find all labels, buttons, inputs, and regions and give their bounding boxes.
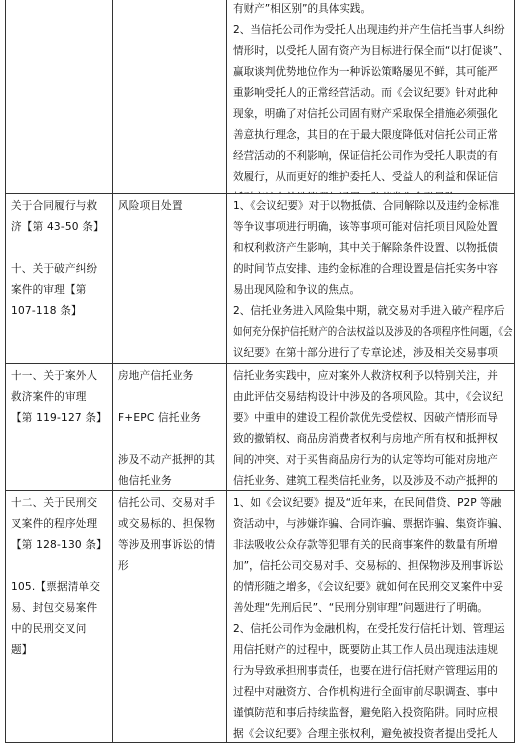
analysis-line: 信托业务实践中，应对案外人救济权利予以特别关注，并 <box>233 370 498 382</box>
analysis-line: 赢取谈判优势地位作为一种诉讼策略屡见不鲜，其可能严 <box>233 66 498 78</box>
business-line: 形 <box>118 560 129 572</box>
business-cell <box>112 364 226 490</box>
analysis-line: 过程中对融资方、合作机构进行全面审前尽职调查、事中 <box>233 686 498 698</box>
analysis-line: 重影响受托人的正常经营活动。而《会议纪要》针对此种 <box>233 87 498 99</box>
topic-line: 关于合同履行与救 <box>11 200 98 212</box>
business-line: 他信托业务 <box>118 475 172 487</box>
analysis-line: 信托业务、建筑工程类信托业务，以及涉及不动产抵押的 <box>233 475 498 487</box>
analysis-line: 的时间节点安排、违约金标准的合理设置是信托实务中容 <box>233 263 498 275</box>
analysis-cell <box>226 491 514 742</box>
topic-line: 【第 128-130 条】 <box>11 539 107 551</box>
analysis-line: 间的冲突、对于买售商品房行为的认定等均可能对房地产 <box>233 454 498 466</box>
table-row <box>6 193 514 363</box>
topic-line: 十、关于破产纠纷 <box>11 263 98 275</box>
topic-line: 十一、关于案外人 <box>11 370 98 382</box>
analysis-line: 非法吸收公众存款等犯罪有关的民商事案件的数量有所增 <box>233 539 498 551</box>
analysis-cell <box>226 194 514 363</box>
topic-line: 叉案件的程序处理 <box>11 518 98 530</box>
topic-line: 救济案件的审理 <box>11 391 87 403</box>
analysis-line: 善处理“先刑后民”、“民刑分别审理”问题进行了明确。 <box>233 602 489 614</box>
business-line: 信托公司、交易对手 <box>118 497 216 509</box>
table-row <box>6 0 514 193</box>
business-cell <box>112 0 226 193</box>
business-line: 等涉及刑事诉讼的情 <box>118 539 216 551</box>
topic-line: 案件的审理【第 <box>11 284 87 296</box>
business-cell <box>112 491 226 742</box>
analysis-line: 情形时，以受托人固有资产为目标进行保全而“以打促谈”、 <box>233 45 509 57</box>
analysis-cell <box>226 0 514 193</box>
business-line: F+EPC 信托业务 <box>118 412 202 424</box>
table-row <box>6 490 514 742</box>
business-cell <box>112 194 226 363</box>
analysis-line: 用信托财产的过程中，既要防止其工作人员出现违法违规 <box>233 644 498 656</box>
topic-line: 题】 <box>11 644 33 656</box>
analysis-line: 善意执行理念，其目的在于最大限度降低对信托公司正常 <box>233 129 498 141</box>
analysis-line: 2、信托公司作为金融机构，在受托发行信托计划、管理运 <box>233 623 505 635</box>
business-line: 风险项目处置 <box>118 200 183 212</box>
analysis-line: 经营活动的不利影响，保证信托公司作为受托人职责的有 <box>233 150 498 162</box>
analysis-line: 有财产”相区别”的具体实践。 <box>233 3 372 15</box>
analysis-line: 议纪要》在第十部分进行了专章论述，涉及相关交易事项 <box>233 347 498 359</box>
analysis-line: 行为导致承担刑事责任，也要在进行信托财产管理运用的 <box>233 665 498 677</box>
analysis-line: 资活动中，与涉嫌诈骗、合同诈骗、票据诈骗、集资诈骗、 <box>233 518 509 530</box>
analysis-line: 谨慎防范和事后持续监督，避免陷入投资陷阱。同时应根 <box>233 707 498 719</box>
analysis-line: 2、当信托公司作为受托人出现违约并产生信托当事人纠纷 <box>233 24 505 36</box>
topic-cell <box>6 491 112 742</box>
analysis-line: 如何充分保护信托财产的合法权益以及涉及的各项程序性问题，《会 <box>233 326 513 338</box>
topic-line: 105.【票据清单交 <box>11 581 101 593</box>
analysis-line: 和权利救济产生影响，其中关于解除条件设置、以物抵债 <box>233 242 498 254</box>
topic-line: 十二、关于民刑交 <box>11 497 98 509</box>
business-line: 房地产信托业务 <box>118 370 194 382</box>
analysis-line: 效履行，从而更好的维护委托人、受益人的利益和保证信 <box>233 171 498 183</box>
business-line: 或交易标的、担保物 <box>118 518 216 530</box>
topic-line: 中的民刑交叉问 <box>11 623 87 635</box>
analysis-line: 现象，明确了对信托公司固有财产采取保全措施必须强化 <box>233 108 498 120</box>
analysis-line: 易出现风险和争议的焦点。 <box>233 284 361 296</box>
analysis-line: 由此评估交易结构设计中涉及的各项风险。其中，《会议纪 <box>233 391 504 403</box>
analysis-line: 等争议事项进行明确，该等事项可能对信托项目风险处置 <box>233 221 498 233</box>
analysis-line: 加”，信托公司交易对手、交易标的、担保物涉及刑事诉讼 <box>233 560 504 572</box>
analysis-line: 据《会议纪要》合理主张权利，避免被投资者提出受托人 <box>233 728 498 740</box>
table-row <box>6 363 514 490</box>
analysis-line: 的情形随之增多，《会议纪要》就如何在民刑交叉案件中妥 <box>233 581 504 593</box>
analysis-line: 1、《会议纪要》对于以物抵债、合同解除以及违约金标准 <box>233 200 500 212</box>
analysis-line: 要》中重申的建设工程价款优先受偿权、因破产情形而导 <box>233 412 498 424</box>
topic-cell <box>6 194 112 363</box>
topic-line: 107-118 条】 <box>11 305 82 317</box>
analysis-line: 1、如《会议纪要》提及“近年来，在民间借贷、P2P 等融 <box>233 497 502 509</box>
topic-line: 【第 119-127 条】 <box>11 412 107 424</box>
document-table <box>5 0 515 743</box>
analysis-line: 致的撤销权、商品房消费者权利与房地产所有权和抵押权 <box>233 433 498 445</box>
analysis-line: 2、信托业务进入风险集中期，就交易对手进入破产程序后 <box>233 305 505 317</box>
business-line: 涉及不动产抵押的其 <box>118 454 216 466</box>
topic-line: 济【第 43-50 条】 <box>11 221 104 233</box>
topic-cell <box>6 0 112 193</box>
topic-line: 易、封包交易案件 <box>11 602 98 614</box>
analysis-cell <box>226 364 514 490</box>
topic-cell <box>6 364 112 490</box>
